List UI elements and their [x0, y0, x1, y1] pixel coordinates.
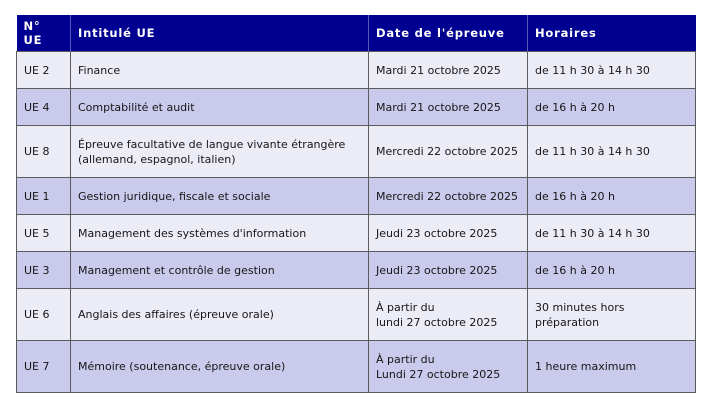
- cell-exam-date-line: Mercredi 22 octobre 2025: [376, 145, 519, 158]
- cell-hours-line: de 16 h à 20 h: [535, 189, 615, 203]
- cell-hours-line: de 16 h à 20 h: [535, 100, 615, 114]
- cell-exam-date-line: Jeudi 23 octobre 2025: [376, 263, 498, 277]
- cell-exam-date-line: À partir du: [376, 300, 435, 314]
- cell-hours: [528, 289, 696, 341]
- cell-ue-number: UE 2: [17, 52, 71, 89]
- cell-ue-title-line: (allemand, espagnol, italien): [78, 152, 236, 166]
- cell-exam-date-line: À partir du: [376, 352, 435, 366]
- cell-ue-title-line: Management et contrôle de gestion: [78, 263, 275, 277]
- cell-exam-date: [369, 178, 528, 215]
- cell-ue-number: UE 8: [17, 126, 71, 178]
- cell-ue-title-line: Anglais des affaires (épreuve orale): [78, 308, 274, 321]
- cell-ue-number: UE 4: [17, 89, 71, 126]
- cell-ue-title: [71, 341, 369, 393]
- cell-exam-date-line: Mercredi 22 octobre 2025: [376, 189, 519, 203]
- table-body: [17, 52, 696, 393]
- cell-hours-line: 1 heure maximum: [535, 360, 637, 373]
- cell-exam-date-line: Mardi 21 octobre 2025: [376, 100, 501, 114]
- cell-hours-line: de 11 h 30 à 14 h 30: [535, 145, 650, 158]
- cell-exam-date-line: Mardi 21 octobre 2025: [376, 63, 501, 77]
- cell-hours: [528, 215, 696, 252]
- cell-hours-line: de 11 h 30 à 14 h 30: [535, 226, 650, 240]
- cell-hours: [528, 126, 696, 178]
- cell-ue-title-line: Gestion juridique, fiscale et sociale: [78, 189, 271, 203]
- cell-ue-title-line: Management des systèmes d'information: [78, 226, 307, 240]
- table-row: [17, 178, 696, 215]
- exam-schedule: [16, 15, 695, 393]
- cell-hours: [528, 178, 696, 215]
- header-hours: Horaires: [528, 15, 696, 52]
- table-row: [17, 52, 696, 89]
- header-ue-number: N° UE: [17, 15, 71, 52]
- cell-exam-date: [369, 341, 528, 393]
- cell-hours: [528, 252, 696, 289]
- cell-ue-number: UE 7: [17, 341, 71, 393]
- cell-exam-date-line: Lundi 27 octobre 2025: [376, 367, 501, 381]
- cell-ue-title: [71, 252, 369, 289]
- cell-ue-title: [71, 178, 369, 215]
- cell-ue-number: UE 6: [17, 289, 71, 341]
- cell-exam-date: [369, 252, 528, 289]
- cell-hours: [528, 89, 696, 126]
- cell-ue-title-line: Finance: [78, 63, 121, 77]
- cell-ue-title-line: Épreuve facultative de langue vivante étrangère: [78, 137, 346, 151]
- table-row: [17, 289, 696, 341]
- table-row: [17, 252, 696, 289]
- header-row: [17, 15, 696, 52]
- cell-ue-title: [71, 89, 369, 126]
- cell-ue-title: [71, 126, 369, 178]
- cell-exam-date: [369, 215, 528, 252]
- table-row: [17, 126, 696, 178]
- cell-ue-title-line: Mémoire (soutenance, épreuve orale): [78, 360, 286, 373]
- table-row: [17, 215, 696, 252]
- cell-ue-number: UE 5: [17, 215, 71, 252]
- cell-ue-number: UE 1: [17, 178, 71, 215]
- table-header: [17, 15, 696, 52]
- cell-hours-line: de 16 h à 20 h: [535, 263, 615, 277]
- cell-hours-line: 30 minutes hors: [535, 300, 625, 314]
- cell-hours: [528, 341, 696, 393]
- cell-ue-title: [71, 215, 369, 252]
- cell-ue-title: [71, 52, 369, 89]
- header-exam-date: Date de l'épreuve: [369, 15, 528, 52]
- cell-hours: [528, 52, 696, 89]
- cell-ue-title-line: Comptabilité et audit: [78, 100, 195, 114]
- table-row: [17, 89, 696, 126]
- cell-ue-number: UE 3: [17, 252, 71, 289]
- cell-exam-date: [369, 289, 528, 341]
- cell-exam-date: [369, 126, 528, 178]
- cell-hours-line: préparation: [535, 315, 600, 329]
- cell-hours-line: de 11 h 30 à 14 h 30: [535, 63, 650, 77]
- header-ue-title: Intitulé UE: [71, 15, 369, 52]
- cell-exam-date-line: lundi 27 octobre 2025: [376, 315, 498, 329]
- cell-exam-date-line: Jeudi 23 octobre 2025: [376, 226, 498, 240]
- cell-exam-date: [369, 89, 528, 126]
- table-row: [17, 341, 696, 393]
- cell-ue-title: [71, 289, 369, 341]
- exam-schedule-table: [16, 15, 696, 393]
- cell-exam-date: [369, 52, 528, 89]
